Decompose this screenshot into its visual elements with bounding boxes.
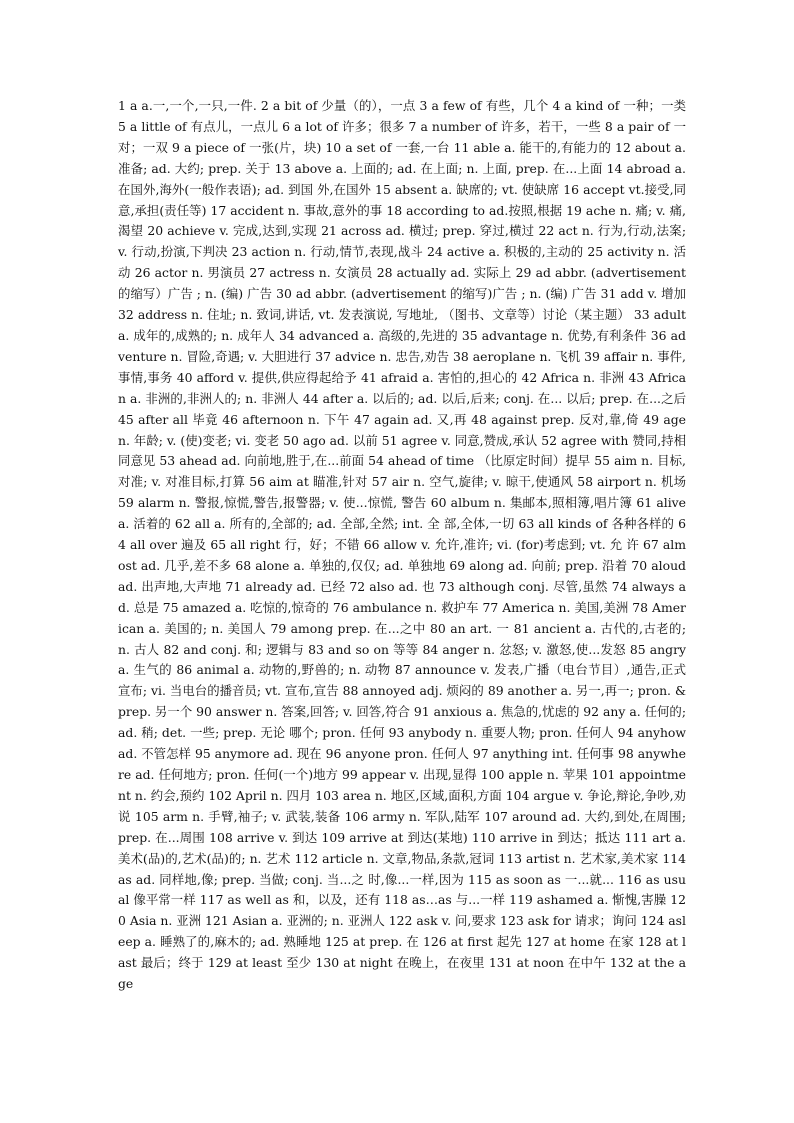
vocabulary-list-text: 1 a a.一,一个,一只,一件. 2 a bit of 少量（的），一点 3 a few of 有些，几个 4 a kind of 一种；一类 5 a little of 有点儿，一点儿 6 a lot of 许多；很多 7 a number of 许多，若干，一些 8 a pair of 一对；一双 9 a piece of 一张(片，块) 10 a set of 一套,一台 11 able a. 能干的,有能力的 12 about a. 准备; ad. 大约; prep. 关于 13 above a. 上面的; ad. 在上面; n. 上面, prep. 在...上面 14 abroad a. 在国外,海外(一般作表语); ad. 到国 外,在国外 15 absent a. 缺席的; vt. 使缺席 16 accept vt.接受,同意,承担(责任等) 17 accident n. 事故,意外的事 18 according to ad.按照,根据 19 ache n. 痛; v. 痛,渴望 20 achieve v. 完成,达到,实现 21 across ad. 横过; prep. 穿过,横过 22 act n. 行为,行动,法案; v. 行动,扮演,下判决 23 action n. 行动,情节,表现,战斗 24 active a. 积极的,主动的 25 activity n. 活动 26 actor n. 男演员 27 actress n. 女演员 28 actually ad. 实际上 29 ad abbr. (advertisement 的缩写）广告 ; n. (编) 广告 30 ad abbr. (advertisement 的缩写)广告 ; n. (编) 广告 31 add v. 增加 32 address n. 住址; n. 致词,讲话, vt. 发表演说, 写地址, （图书、文章等）讨论（某主题） 33 adult a. 成年的,成熟的; n. 成年人 34 advanced a. 高级的,先进的 35 advantage n. 优势,有利条件 36 adventure n. 冒险,奇遇; v. 大胆进行 37 advice n. 忠告,劝告 38 aeroplane n. 飞机 39 affair n. 事件,事情,事务 40 afford v. 提供,供应得起给予 41 afraid a. 害怕的,担心的 42 Africa n. 非洲 43 African a. 非洲的,非洲人的; n. 非洲人 44 after a. 以后的; ad. 以后,后来; conj. 在... 以后; prep. 在...之后 45 after all 毕竟 46 afternoon n. 下午 47 again ad. 又,再 48 against prep. 反对,靠,倚 49 age n. 年龄; v. (使)变老; vi. 变老 50 ago ad. 以前 51 agree v. 同意,赞成,承认 52 agree with 赞同,持相同意见 53 ahead ad. 向前地,胜于,在...前面 54 ahead of time （比原定时间）提早 55 aim n. 目标,对准; v. 对准目标,打算 56 aim at 瞄准,针对 57 air n. 空气,旋律; v. 晾干,使通风 58 airport n. 机场 59 alarm n. 警报,惊慌,警告,报警器; v. 使...惊慌, 警告 60 album n. 集邮本,照相簿,唱片簿 61 alive a. 活着的 62 all a. 所有的,全部的; ad. 全部,全然; int. 全 部,全体,一切 63 all kinds of 各种各样的 64 all over 遍及 65 all right 行，好；不错 66 allow v. 允许,准许; vi. (for)考虑到; vt. 允 许 67 almost ad. 几乎,差不多 68 alone a. 单独的,仅仅; ad. 单独地 69 along ad. 向前; prep. 沿着 70 aloud ad. 出声地,大声地 71 already ad. 已经 72 also ad. 也 73 although conj. 尽管,虽然 74 always ad. 总是 75 amazed a. 吃惊的,惊奇的 76 ambulance n. 救护车 77 America n. 美国,美洲 78 American a. 美国的; n. 美国人 79 among prep. 在...之中 80 an art. 一 81 ancient a. 古代的,古老的; n. 古人 82 and conj. 和; 逻辑与 83 and so on 等等 84 anger n. 忿怒; v. 激怒,使...发怒 85 angry a. 生气的 86 animal a. 动物的,野兽的; n. 动物 87 announce v. 发表,广播（电台节目）,通告,正式 宣布; vi. 当电台的播音员; vt. 宣布,宣告 88 annoyed adj. 烦闷的 89 another a. 另一,再一; pron. &prep. 另一个 90 answer n. 答案,回答; v. 回答,符合 91 anxious a. 焦急的,忧虑的 92 any a. 任何的; ad. 稍; det. 一些; prep. 无论 哪个; pron. 任何 93 anybody n. 重要人物; pron. 任何人 94 anyhow ad. 不管怎样 95 anymore ad. 现在 96 anyone pron. 任何人 97 anything int. 任何事 98 anywhere ad. 任何地方; pron. 任何(一个)地方 99 appear v. 出现,显得 100 apple n. 苹果 101 appointment n. 约会,预约 102 April n. 四月 103 area n. 地区,区域,面积,方面 104 argue v. 争论,辩论,争吵,劝说 105 arm n. 手臂,袖子; v. 武装,装备 106 army n. 军队,陆军 107 around ad. 大约,到处,在周围; prep. 在...周围 108 arrive v. 到达 109 arrive at 到达(某地) 110 arrive in 到达；抵达 111 art a. 美术(品)的,艺术(品)的; n. 艺术 112 article n. 文章,物品,条款,冠词 113 artist n. 艺术家,美术家 114 as ad. 同样地,像; prep. 当做; conj. 当...之 时,像...一样,因为 115 as soon as 一...就... 116 as usual 像平常一样 117 as well as 和，以及，还有 118 as…as 与...一样 119 ashamed a. 惭愧,害臊 120 Asia n. 亚洲 121 Asian a. 亚洲的; n. 亚洲人 122 ask v. 问,要求 123 ask for 请求；询问 124 asleep a. 睡熟了的,麻木的; ad. 熟睡地 125 at prep. 在 126 at first 起先 127 at home 在家 128 at last 最后；终于 129 at least 至少 130 at night 在晚上，在夜里 131 at noon 在中午 132 at the age bbox=[118, 98, 686, 992]
vocabulary-text-block bbox=[118, 96, 686, 995]
